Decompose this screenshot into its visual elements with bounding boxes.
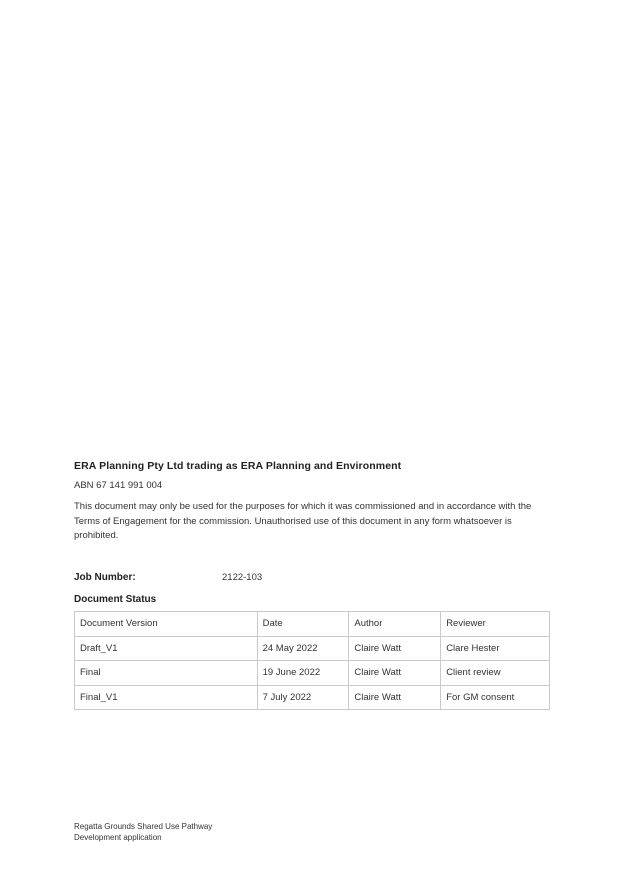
cell-author: Claire Watt xyxy=(349,685,441,710)
document-status-table xyxy=(74,611,550,710)
abn-number: ABN 67 141 991 004 xyxy=(74,480,163,491)
document-status-heading: Document Status xyxy=(74,594,157,605)
table-row xyxy=(75,661,550,686)
cell-version: Final_V1 xyxy=(75,685,258,710)
company-name: ERA Planning Pty Ltd trading as ERA Planning and Environment xyxy=(74,460,402,472)
cell-date: 24 May 2022 xyxy=(257,636,349,661)
table-header-row xyxy=(75,612,550,637)
job-number-value: 2122-103 xyxy=(222,572,263,583)
job-number-label: Job Number: xyxy=(74,572,136,583)
cell-author: Claire Watt xyxy=(349,636,441,661)
column-header-date: Date xyxy=(257,612,349,637)
cell-date: 19 June 2022 xyxy=(257,661,349,686)
cell-version: Draft_V1 xyxy=(75,636,258,661)
disclaimer-text: This document may only be used for the purposes for which it was commissioned and in accordance with the Terms of Engagement for the commission. Unauthorised use of this document in any form whatsoever is prohibited. xyxy=(74,501,532,541)
column-header-reviewer: Reviewer xyxy=(441,612,550,637)
cell-reviewer: Client review xyxy=(441,661,550,686)
footer-project-title: Regatta Grounds Shared Use Pathway xyxy=(74,822,213,831)
cell-author: Claire Watt xyxy=(349,661,441,686)
cell-reviewer: Clare Hester xyxy=(441,636,550,661)
column-header-version: Document Version xyxy=(75,612,258,637)
footer-document-type: Development application xyxy=(74,832,162,842)
table-row xyxy=(75,685,550,710)
column-header-author: Author xyxy=(349,612,441,637)
table-row xyxy=(75,636,550,661)
cell-version: Final xyxy=(75,661,258,686)
page-footer xyxy=(74,822,212,843)
cell-reviewer: For GM consent xyxy=(441,685,550,710)
cell-date: 7 July 2022 xyxy=(257,685,349,710)
